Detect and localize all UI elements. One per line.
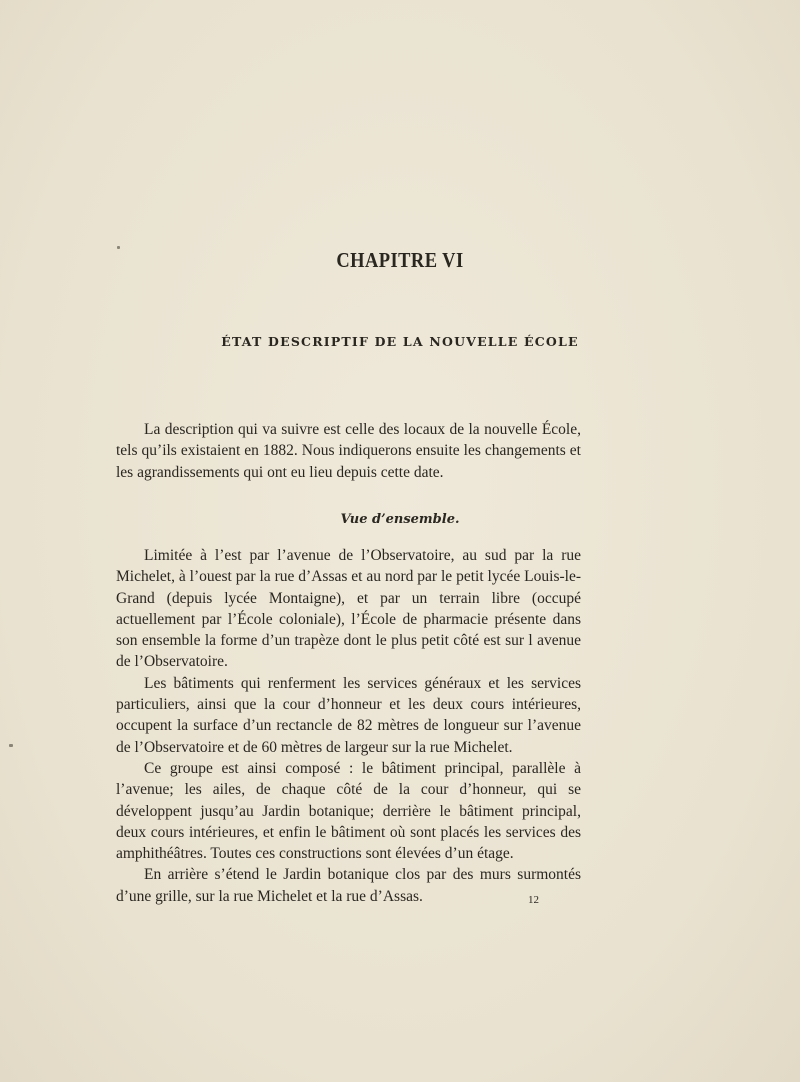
paragraph-3: Ce groupe est ainsi composé : le bâtiment principal, parallèle à l’avenue; les ailes, de chaque côté de la cour d’honneur, qui se développent jusqu’au Jardin botanique; derrière le bâtiment principal, deux cours intérieures, et enfin le bâtiment où sont placés les services des amphithéâtres. Toutes ces constructions sont élevées d’un étage. (116, 759, 581, 863)
main-text-block (116, 545, 581, 907)
chapter-title: CHAPITRE VI (336, 248, 464, 272)
page-number: 12 (528, 894, 539, 906)
margin-mark (9, 744, 13, 747)
intro-paragraph: La description qui va suivre est celle des locaux de la nouvelle École, tels qu’ils existaient en 1882. Nous indiquerons ensuite les changements et les agrandissements qui ont eu lieu depuis cette date. (116, 421, 581, 481)
paragraph-2: Les bâtiments qui renferment les services généraux et les services particuliers, ainsi que la cour d’honneur et les deux cours intérieures, occupent la surface d’un rectancle de 82 mètres de longueur sur l’avenue de l’Observatoire et de 60 mètres de largeur sur la rue Michelet. (116, 674, 581, 756)
subheading: Vue d’ensemble. (340, 512, 460, 527)
paragraph-4: En arrière s’étend le Jardin botanique clos par des murs surmontés d’une grille, sur la rue Michelet et la rue d’Assas. (116, 866, 581, 905)
section-heading: ÉTAT DESCRIPTIF DE LA NOUVELLE ÉCOLE (221, 334, 579, 349)
intro-block (116, 419, 581, 483)
paragraph-1: Limitée à l’est par l’avenue de l’Observatoire, au sud par la rue Michelet, à l’ouest par la rue d’Assas et au nord par le petit lycée Louis-le-Grand (depuis lycée Montaigne), et par un terrain libre (occupé actuellement par l’École coloniale), l’École de pharmacie présente dans son ensemble la forme d’un trapèze dont le plus petit côté est sur l avenue de l’Observatoire. (116, 547, 581, 671)
margin-mark (117, 246, 120, 249)
